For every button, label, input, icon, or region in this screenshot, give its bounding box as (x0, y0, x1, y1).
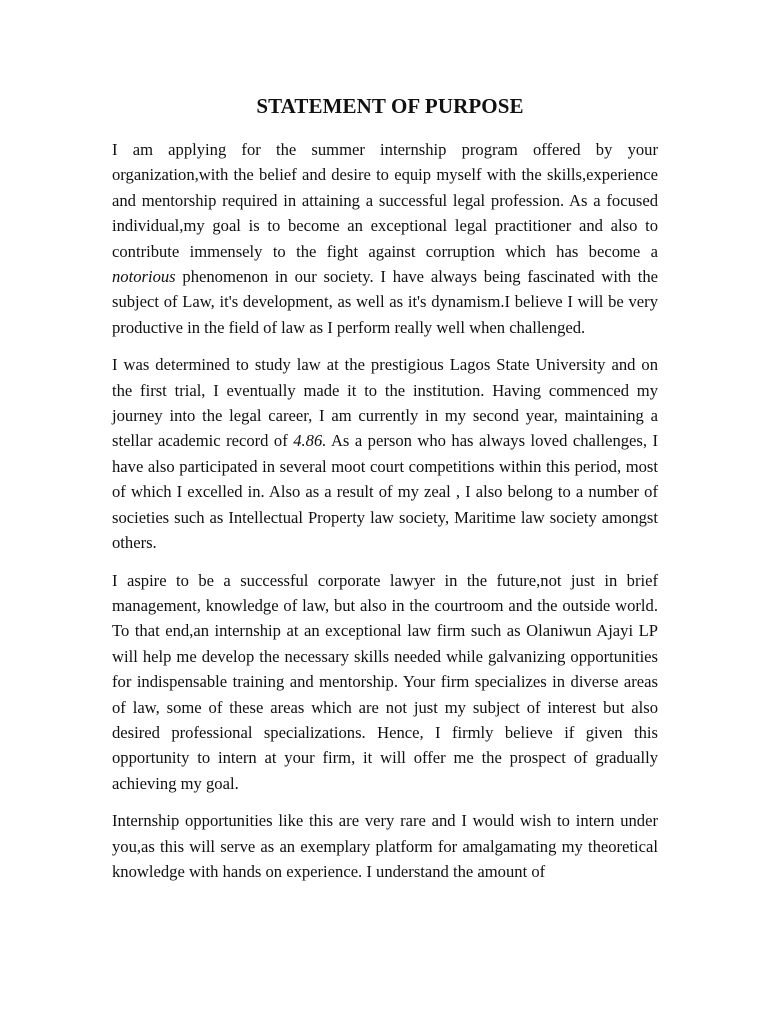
paragraph-text: I was determined to study law at the prestigious Lagos State University and on the first trial, I eventually made it to the institution. Having commenced my journey into the legal career, I am currently in my second year, maintaining a stellar academic record of (112, 355, 658, 451)
paragraph-intro (112, 137, 658, 340)
paragraph-aspiration: I aspire to be a successful corporate lawyer in the future,not just in brief management, knowledge of law, but also in the courtroom and the outside world. To that end,an internship at an exceptional law firm such as Olaniwun Ajayi LP will help me develop the necessary skills needed while galvanizing opportunities for indispensable training and mentorship. Your firm specializes in diverse areas of law, some of these areas which are not just my subject of interest but also desired professional specializations. Hence, I firmly believe if given this opportunity to intern at your firm, it will offer me the prospect of gradually achieving my goal. (112, 570, 658, 793)
paragraph-education (112, 352, 658, 555)
paragraph-text: I am applying for the summer internship program offered by your organization,with the belief and desire to equip myself with the skills,experience and mentorship required in attaining a successful legal profession. As a focused individual,my goal is to become an exceptional legal practitioner and also to contribute immensely to the fight against corruption which has become a (112, 140, 658, 261)
italic-text: notorious (112, 267, 176, 287)
paragraph-text: phenomenon in our society. I have always being fascinated with the subject of Law, it's development, as well as it's dynamism.I believe I will be very productive in the field of law as I perform really well when challenged. (112, 267, 658, 337)
paragraph-closing: Internship opportunities like this are very rare and I would wish to intern under you,as this will serve as an exemplary platform for amalgamating my theoretical knowledge with hands on experience. I understand the amount of (112, 811, 658, 881)
paragraph-text: As a person who has always loved challenges, I have also participated in several moot court competitions within this period, most of which I excelled in. Also as a result of my zeal , I also belong to a number of societies such as Intellectual Property law society, Maritime law society amongst others. (112, 431, 658, 553)
italic-text: 4.86. (293, 431, 327, 451)
document-body (112, 137, 658, 896)
document-title: STATEMENT OF PURPOSE (256, 94, 524, 118)
